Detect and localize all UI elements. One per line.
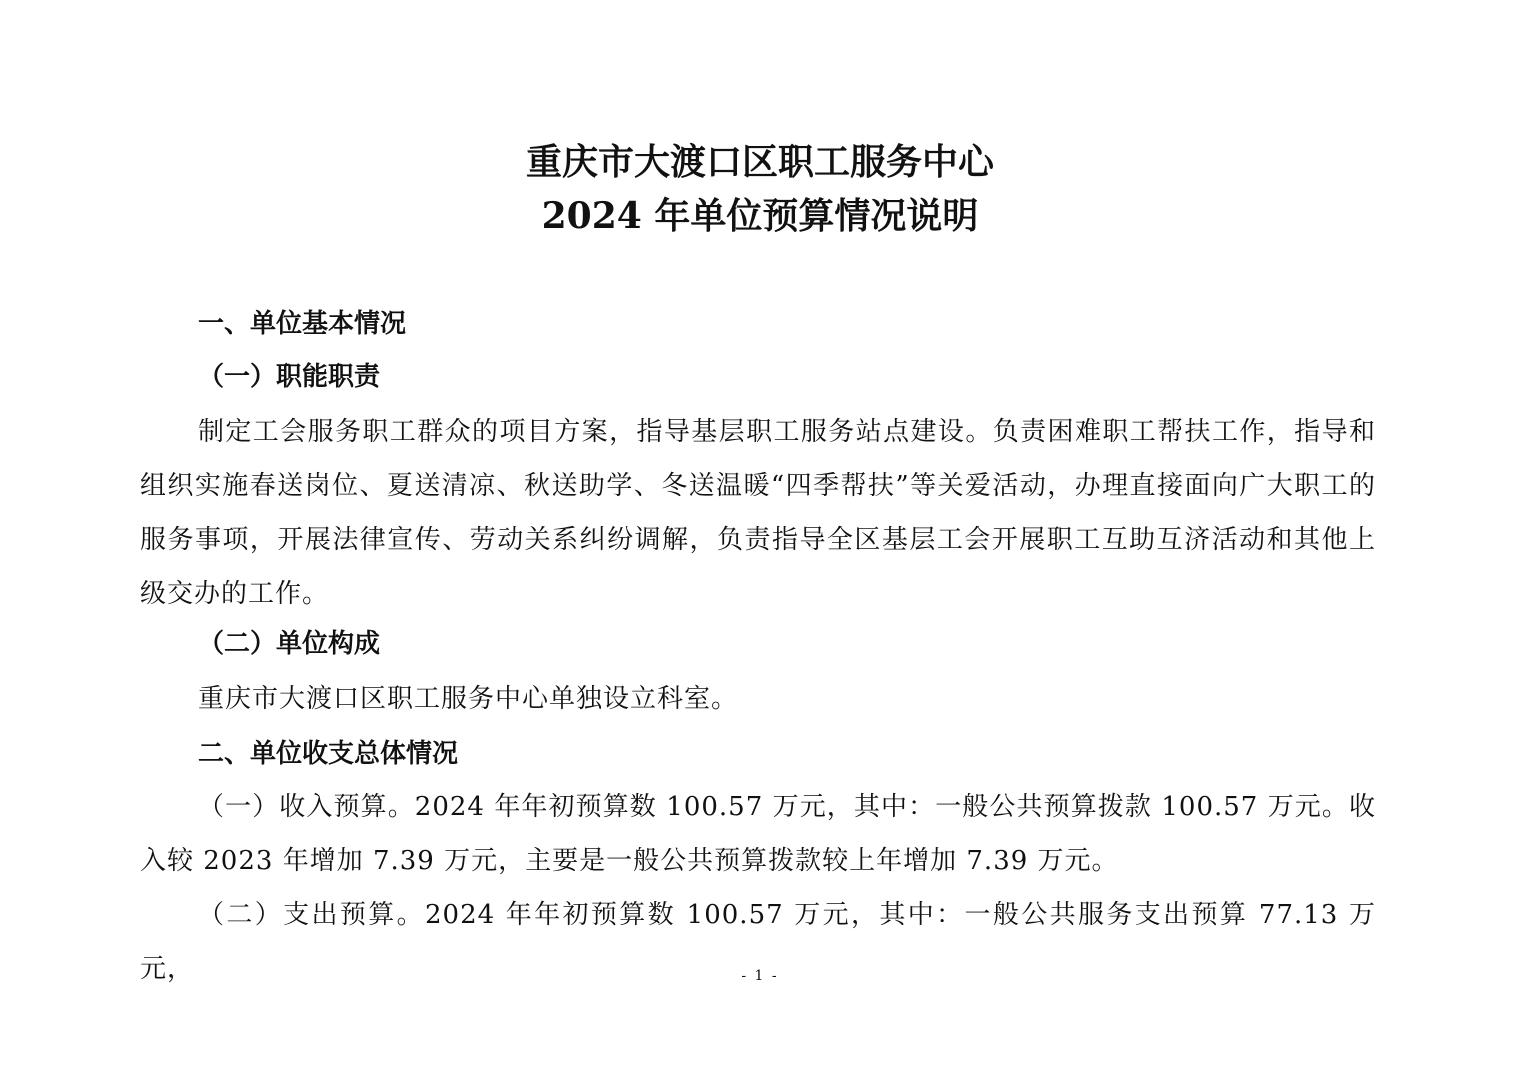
paragraph-expense-budget: （二）支出预算。2024 年年初预算数 100.57 万元，其中：一般公共服务支出预算 77.13 万元， xyxy=(140,900,1376,984)
subheading-composition: （二）单位构成 xyxy=(198,629,381,659)
document-subtitle: 2024 年单位预算情况说明 xyxy=(541,195,979,237)
page-number: - 1 - xyxy=(741,968,779,984)
subheading-duties: （一）职能职责 xyxy=(198,362,381,392)
paragraph-composition: 重庆市大渡口区职工服务中心单独设立科室。 xyxy=(198,684,739,714)
section-heading-basic-info: 一、单位基本情况 xyxy=(198,309,407,339)
paragraph-duties: 制定工会服务职工群众的项目方案，指导基层职工服务站点建设。负责困难职工帮扶工作，指导和组织实施春送岗位、夏送清凉、秋送助学、冬送温暖“四季帮扶”等关爱活动，办理直接面向广大职工的服务事项，开展法律宣传、劳动关系纠纷调解，负责指导全区基层工会开展职工互助互济活动和其他上级交办的工作。 xyxy=(140,417,1376,609)
paragraph-income-budget: （一）收入预算。2024 年年初预算数 100.57 万元，其中：一般公共预算拨款 100.57 万元。收入较 2023 年增加 7.39 万元，主要是一般公共预算拨款较上年增加 7.39 万元。 xyxy=(140,792,1376,876)
document-title: 重庆市大渡口区职工服务中心 xyxy=(525,141,994,183)
section-heading-budget-overview: 二、单位收支总体情况 xyxy=(198,739,459,769)
